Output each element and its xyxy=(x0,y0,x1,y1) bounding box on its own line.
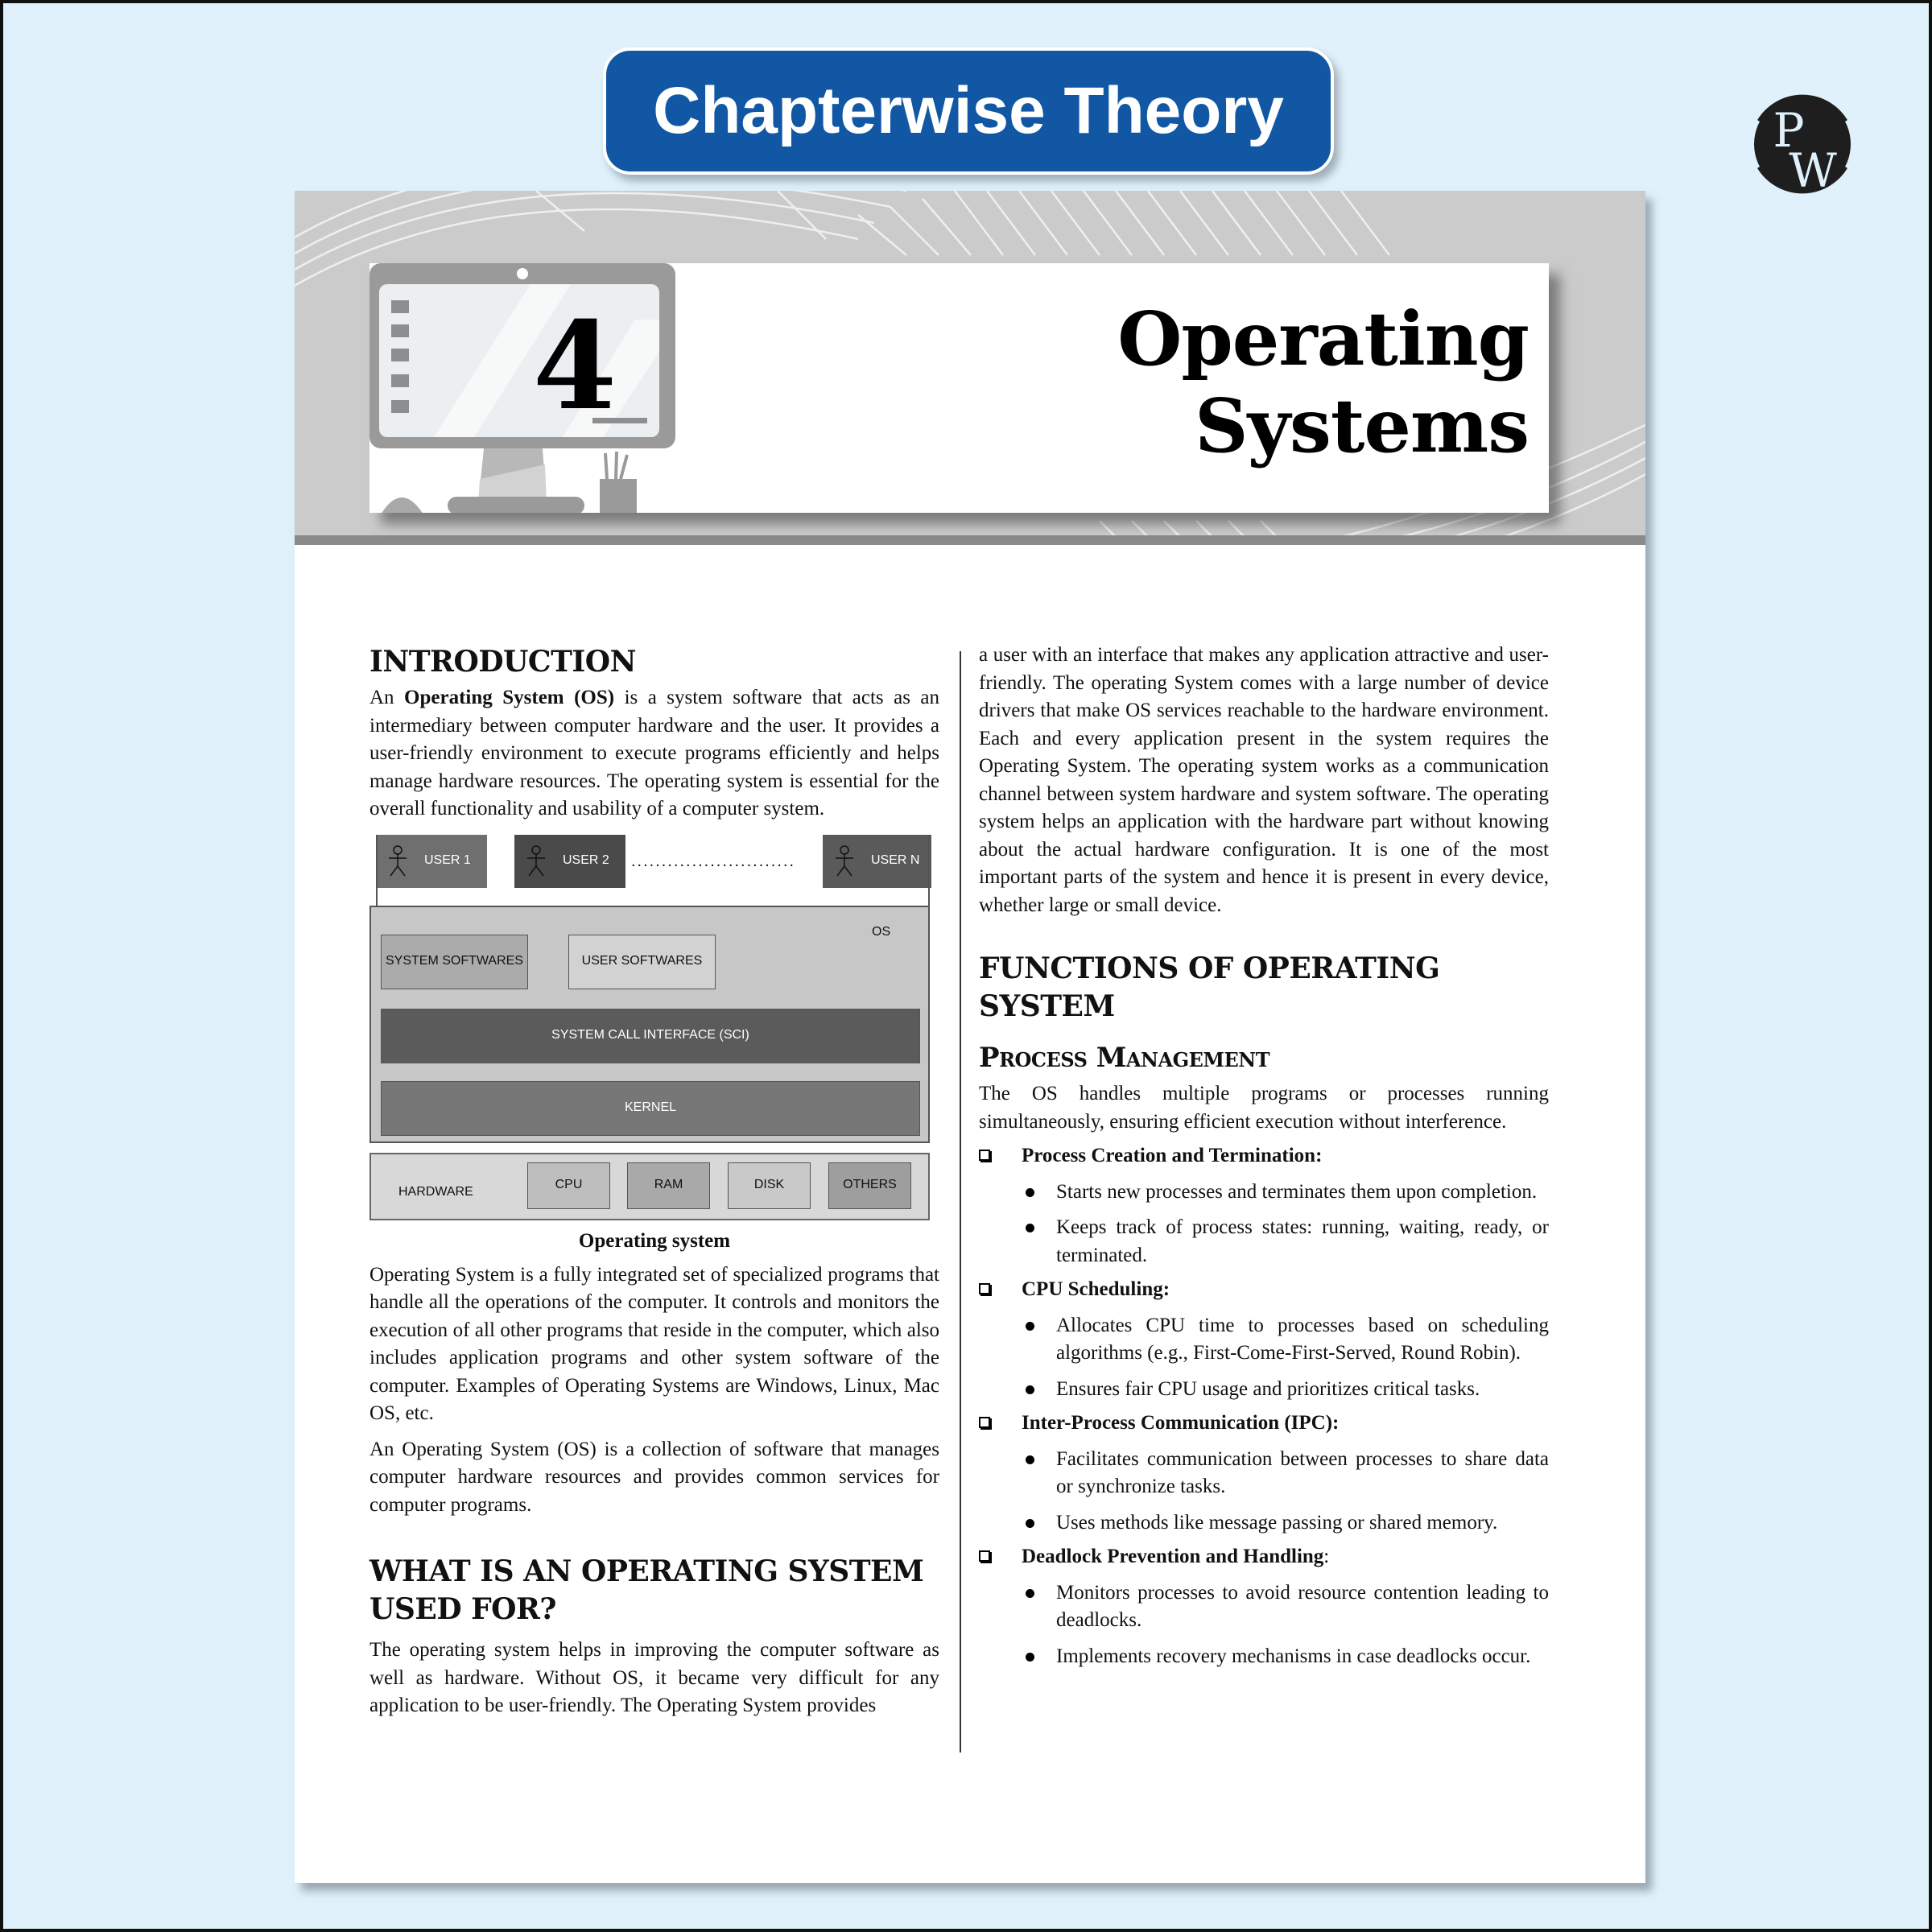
ram-label: RAM xyxy=(654,1178,683,1192)
chapter-title-box xyxy=(369,263,1549,513)
bullet-icon xyxy=(1026,1385,1034,1394)
checkbox-square-icon xyxy=(979,1150,990,1161)
disk-label: DISK xyxy=(753,1178,785,1192)
bullet-item xyxy=(979,1446,1549,1501)
bullet-icon xyxy=(1026,1589,1034,1598)
bullet-text: Monitors processes to avoid resource contention leading to deadlocks. xyxy=(1056,1581,1549,1631)
function-title-text: Deadlock Prevention and Handling xyxy=(1022,1546,1324,1567)
chapterwise-theory-banner xyxy=(603,47,1334,175)
bullet-text: Starts new processes and terminates them upon completion. xyxy=(1056,1180,1538,1203)
banner-label: Chapterwise Theory xyxy=(653,74,1284,147)
user-softwares-label: USER SOFTWARES xyxy=(581,954,703,968)
user-1-box xyxy=(376,835,487,888)
function-title xyxy=(979,1142,1549,1170)
checkbox-square-icon xyxy=(979,1550,990,1562)
kernel-label: KERNEL xyxy=(624,1100,677,1115)
process-management-heading: Process Management xyxy=(979,1042,1270,1074)
os-definition-paragraph: Operating System is a fully integrated set of specialized programs that handle all the operations of the computer. It controls and monitors the execution of all other programs that reside in the computer, which also includes application programs and other system software of the computer. Examples of Operating Systems are Windows, Linux, Mac OS, etc. xyxy=(369,1263,939,1424)
bullet-item xyxy=(979,1214,1549,1269)
system-softwares-box xyxy=(381,935,528,989)
bullet-text: Implements recovery mechanisms in case deadlocks occur. xyxy=(1056,1645,1531,1667)
function-title xyxy=(979,1276,1549,1304)
bullet-text: Facilitates communication between processes to share data or synchronize tasks. xyxy=(1056,1447,1549,1497)
continued-paragraph: a user with an interface that makes any application attractive and user-friendly. The operating System comes with a large number of device drivers that make OS services reachable to the hardware environment. Each and every application present in the system requires the Operating System. The operating system works as a communication channel between system hardware and system software. The operating system helps an application with the hardware part without knowing about the actual hardware configuration. It is one of the most important parts of the system and hence it is present in every device, whether large or small device. xyxy=(979,644,1549,916)
function-title xyxy=(979,1410,1549,1438)
bullet-icon xyxy=(1026,1455,1034,1464)
others-label: OTHERS xyxy=(843,1178,897,1192)
left-column xyxy=(369,643,939,1720)
os-collection-paragraph: An Operating System (OS) is a collection of software that manages computer hardware resources and provides common services for computer programs. xyxy=(369,1438,939,1516)
pw-logo-icon xyxy=(1742,84,1863,204)
function-title xyxy=(979,1543,1549,1571)
users-ellipsis: ........................... xyxy=(631,852,796,870)
bullet-item xyxy=(979,1579,1549,1635)
bullet-icon xyxy=(1026,1224,1034,1232)
function-title-text: Process Creation and Termination: xyxy=(1022,1145,1323,1166)
bullet-icon xyxy=(1026,1653,1034,1662)
function-title-text: Inter-Process Communication (IPC): xyxy=(1022,1412,1340,1434)
function-title-suffix: : xyxy=(1323,1546,1330,1567)
used-for-heading xyxy=(369,1553,939,1629)
checkbox-square-icon xyxy=(979,1283,990,1294)
process-management-intro: The OS handles multiple programs or processes running simultaneously, ensuring efficient execution without interference. xyxy=(979,1083,1549,1133)
column-divider xyxy=(960,651,961,1752)
function-item-deadlock xyxy=(979,1543,1549,1670)
hardware-cpu xyxy=(527,1162,610,1209)
used-for-heading-line2: USED FOR? xyxy=(369,1592,557,1626)
function-title-text: CPU Scheduling: xyxy=(1022,1278,1170,1300)
bullet-item xyxy=(979,1179,1549,1207)
right-column xyxy=(979,643,1549,1670)
function-item-ipc xyxy=(979,1410,1549,1537)
user-2-box xyxy=(514,835,625,888)
system-call-interface-box xyxy=(381,1009,920,1063)
svg-text:W: W xyxy=(1789,143,1837,198)
intro-bold-term: Operating System (OS) xyxy=(404,687,615,708)
hardware-ram xyxy=(627,1162,710,1209)
functions-heading xyxy=(979,950,1549,1026)
os-architecture-diagram xyxy=(369,835,930,1221)
user-figure-icon xyxy=(384,845,411,877)
intro-text-rest: is a system software that acts as an intermediary between computer hardware and the user. It provides a user-friendly environment to execute programs efficiently and helps manage hardware resources. The operating system is essential for the overall functionality and usability of a computer system. xyxy=(369,687,939,819)
function-item-process-creation xyxy=(979,1142,1549,1269)
bullet-text: Keeps track of process states: running, waiting, ready, or terminated. xyxy=(1056,1216,1549,1266)
introduction-heading: INTRODUCTION xyxy=(369,645,636,679)
bullet-item xyxy=(979,1643,1549,1671)
os-layer xyxy=(369,906,930,1143)
kernel-box xyxy=(381,1081,920,1136)
hardware-others xyxy=(828,1162,911,1209)
user-n-label: USER N xyxy=(871,853,920,868)
user-softwares-box xyxy=(568,935,716,989)
user-2-label: USER 2 xyxy=(563,853,609,868)
function-item-cpu-scheduling xyxy=(979,1276,1549,1403)
bullet-icon xyxy=(1026,1188,1034,1197)
used-for-paragraph: The operating system helps in improving the computer software as well as hardware. Without OS, it became very difficult for any application to be user-friendly. The Operating System provides xyxy=(369,1639,939,1716)
chapter-title: Operating Systems xyxy=(1117,295,1529,469)
bullet-item xyxy=(979,1376,1549,1404)
user-n-box xyxy=(823,835,931,888)
svg-text:P: P xyxy=(1773,103,1805,158)
functions-heading-line1: FUNCTIONS OF OPERATING xyxy=(979,952,1440,985)
hardware-label: HARDWARE xyxy=(398,1184,473,1199)
user-figure-icon xyxy=(522,845,550,877)
diagram-caption: Operating system xyxy=(578,1229,731,1252)
hardware-disk xyxy=(728,1162,811,1209)
chapter-number: 4 xyxy=(532,295,617,437)
bullet-item xyxy=(979,1509,1549,1538)
bullet-icon xyxy=(1026,1322,1034,1331)
hardware-layer xyxy=(369,1153,930,1220)
cpu-label: CPU xyxy=(555,1178,583,1192)
bullet-text: Ensures fair CPU usage and prioritizes critical tasks. xyxy=(1056,1377,1480,1400)
bullet-text: Uses methods like message passing or shared memory. xyxy=(1056,1511,1498,1534)
used-for-heading-line1: WHAT IS AN OPERATING SYSTEM xyxy=(369,1554,924,1588)
header-divider-bar xyxy=(295,535,1645,545)
bullet-icon xyxy=(1026,1519,1034,1528)
system-softwares-label: SYSTEM SOFTWARES xyxy=(386,954,523,968)
bullet-item xyxy=(979,1312,1549,1368)
bullet-text: Allocates CPU time to processes based on scheduling algorithms (e.g., First-Come-First-Served, Round Robin). xyxy=(1056,1314,1549,1364)
functions-heading-line2: SYSTEM xyxy=(979,989,1115,1023)
checkbox-square-icon xyxy=(979,1417,990,1428)
sci-label: SYSTEM CALL INTERFACE (SCI) xyxy=(551,1028,749,1042)
user-1-label: USER 1 xyxy=(424,853,471,868)
pw-logo xyxy=(1742,84,1863,204)
user-figure-icon xyxy=(831,845,858,877)
os-label: OS xyxy=(872,924,891,939)
introduction-paragraph xyxy=(369,684,939,824)
intro-text-prefix: An xyxy=(369,687,405,708)
